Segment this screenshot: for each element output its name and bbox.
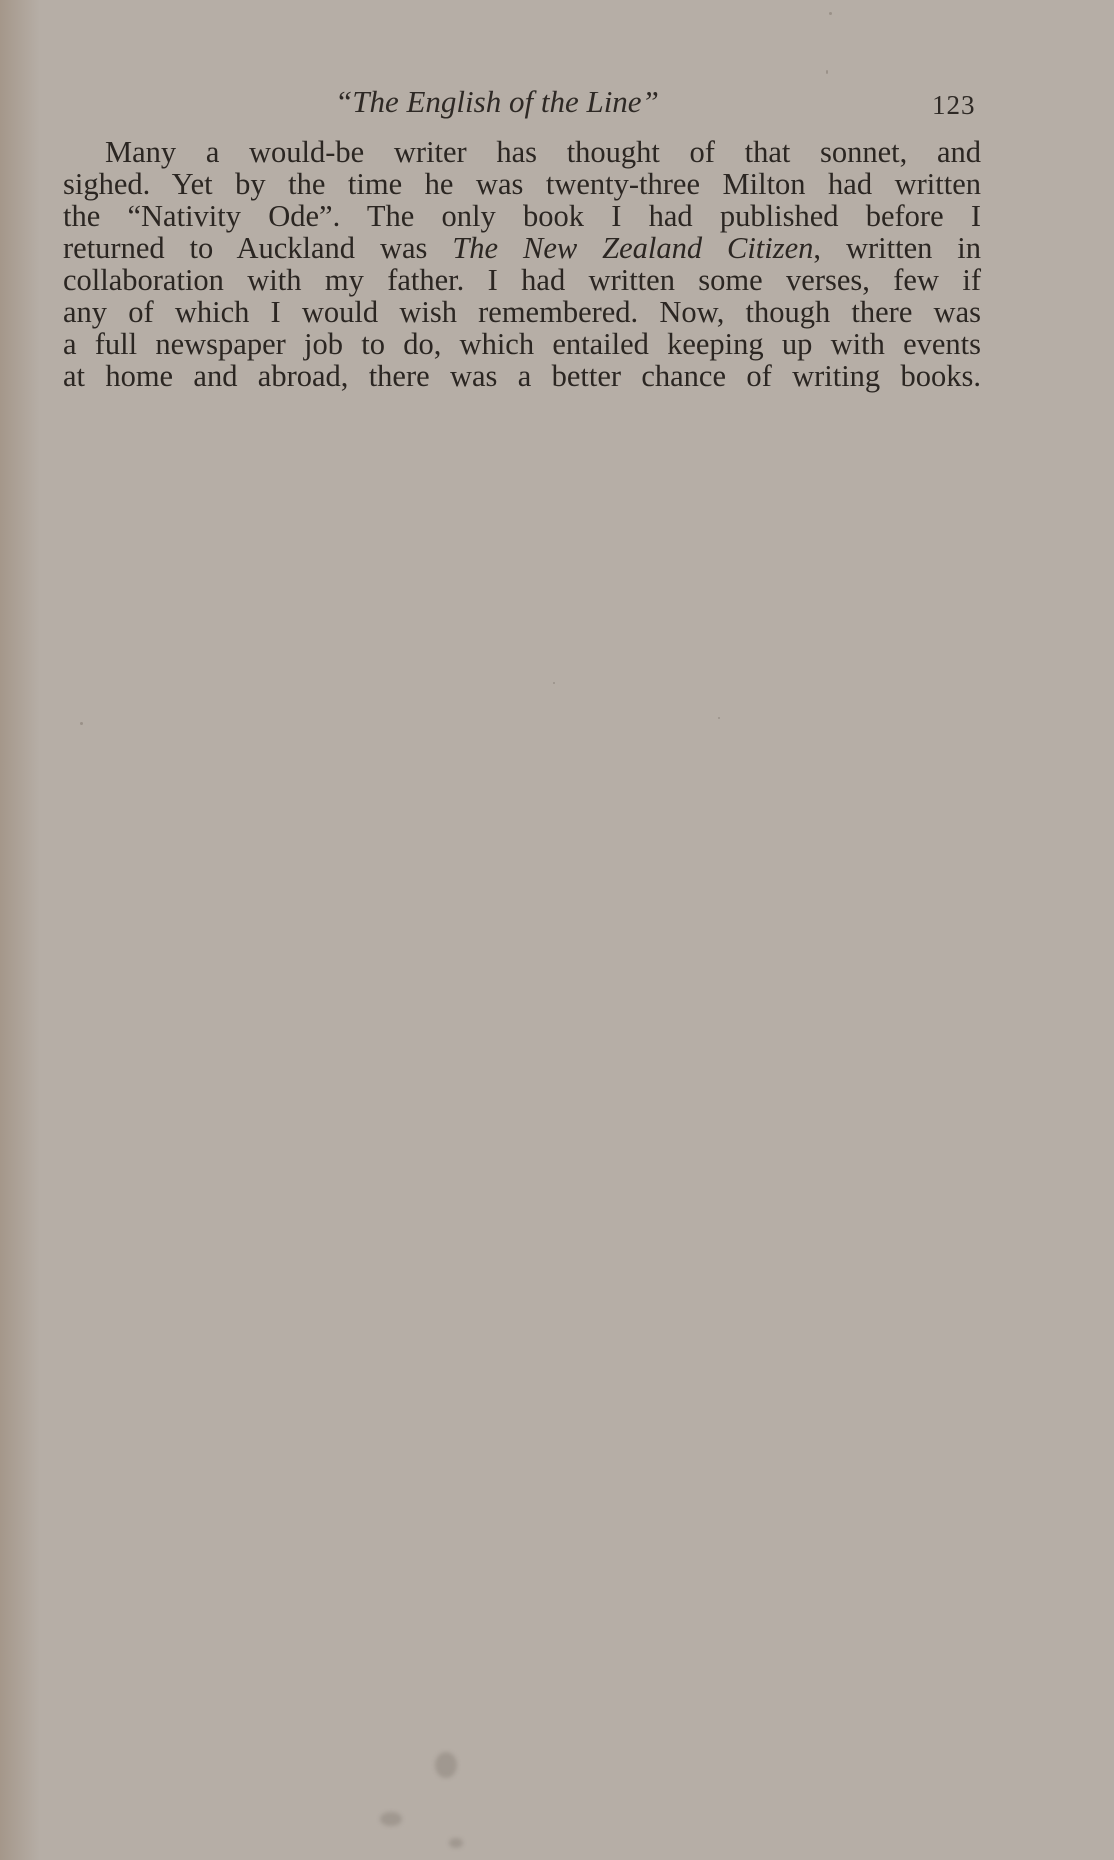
text-line-4-start: returned to Auckland was xyxy=(63,231,453,265)
body-paragraph xyxy=(63,136,981,392)
text-line-3: the “Nativity Ode”. The only book I had published before I xyxy=(63,199,981,233)
book-title-italic: The New Zealand Citizen xyxy=(452,231,814,265)
running-head xyxy=(0,84,1114,124)
paper-smudge xyxy=(449,1838,463,1848)
text-line-2: sighed. Yet by the time he was twenty-three Milton had written xyxy=(63,167,981,201)
paper-speck xyxy=(826,70,828,74)
paper-smudge xyxy=(380,1812,402,1826)
paper-speck xyxy=(553,682,555,684)
text-line-4 xyxy=(63,232,981,264)
text-line-8: at home and abroad, there was a better chance of writing books. xyxy=(63,359,981,393)
page-number: 123 xyxy=(932,90,976,120)
paper-speck xyxy=(718,717,720,719)
page-edge-shadow xyxy=(0,0,40,1860)
text-line-4-end: , written in xyxy=(813,231,981,265)
text-line-5: collaboration with my father. I had written some verses, few if xyxy=(63,263,981,297)
paper-smudge xyxy=(435,1752,457,1778)
text-line-1: Many a would-be writer has thought of that sonnet, and xyxy=(105,135,981,169)
running-title: “The English of the Line” xyxy=(335,84,659,119)
paper-speck xyxy=(829,12,832,15)
text-line-6: any of which I would wish remembered. Now, though there was xyxy=(63,295,981,329)
paper-speck xyxy=(80,722,83,725)
text-line-7: a full newspaper job to do, which entailed keeping up with events xyxy=(63,327,981,361)
